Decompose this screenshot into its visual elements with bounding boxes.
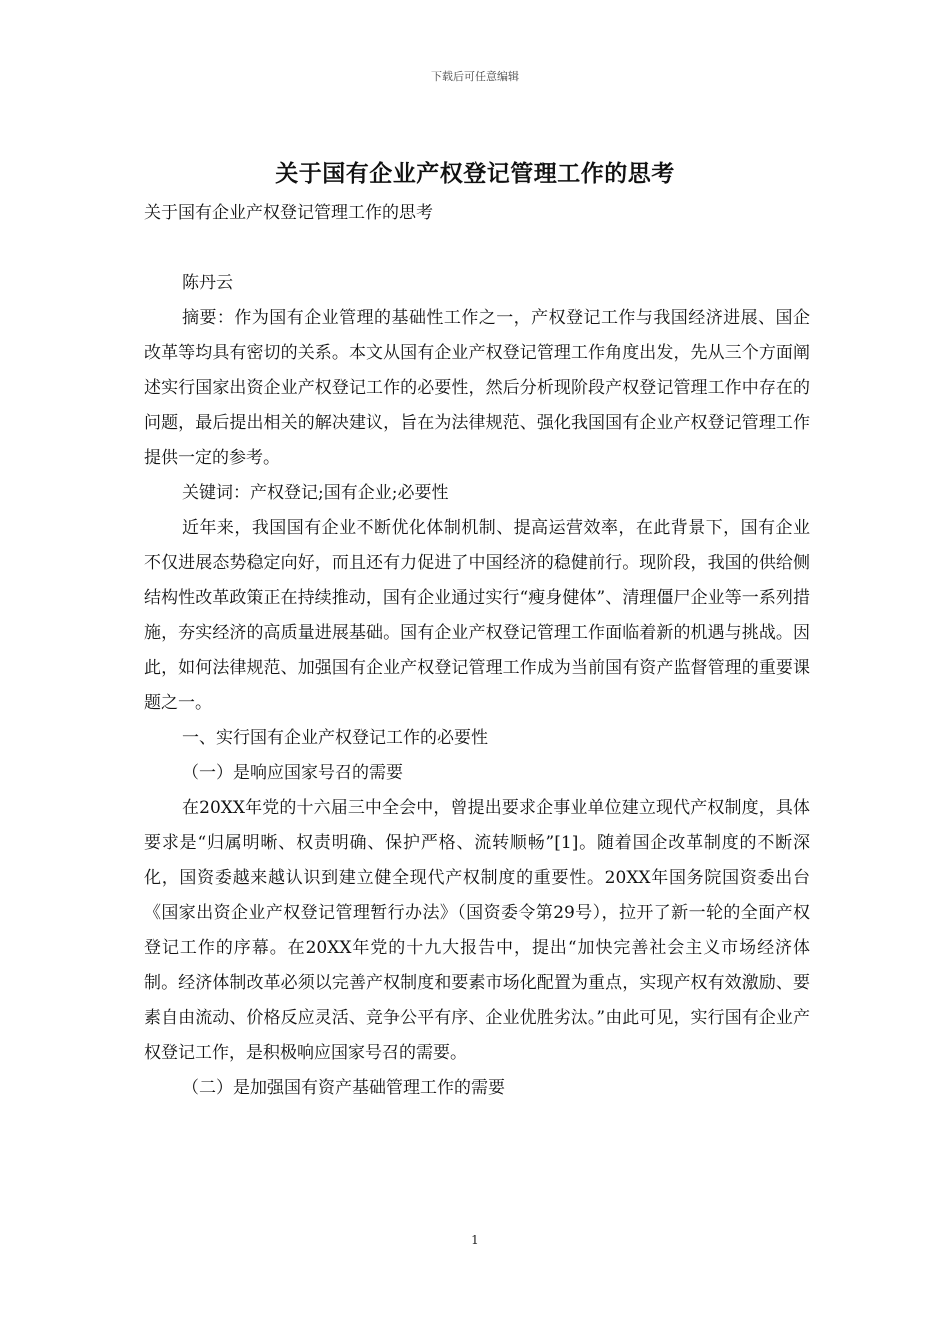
subsection-1-paragraph: 在20XX年党的十六届三中全会中，曾提出要求企事业单位建立现代产权制度，具体要求是“归属明晰、权责明确、保护严格、流转顺畅”[1]。随着国企改革制度的不断深化，国资委越来越认识到建立健全现代产权制度的重要性。20XX年国务院国资委出台《国家出资企业产权登记管理暂行办法》（国资委令第29号），拉开了新一轮的全面产权登记工作的序幕。在20XX年党的十九大报告中，提出“加快完善社会主义市场经济体制。经济体制改革必须以完善产权制度和要素市场化配置为重点，实现产权有效激励、要素自由流动、价格反应灵活、竞争公平有序、企业优胜劣汰。”由此可见，实行国有企业产权登记工作，是积极响应国家号召的需要。	[144, 798, 810, 1063]
abstract-paragraph: 摘要：作为国有企业管理的基础性工作之一，产权登记工作与我国经济进展、国企改革等均具有密切的关系。本文从国有企业产权登记管理工作角度出发，先从三个方面阐述实行国家出资企业产权登记工作的必要性，然后分析现阶段产权登记管理工作中存在的问题，最后提出相关的解决建议，旨在为法律规范、强化我国国有企业产权登记管理工作提供一定的参考。	[144, 308, 810, 468]
intro-paragraph: 近年来，我国国有企业不断优化体制机制、提高运营效率，在此背景下，国有企业不仅进展态势稳定向好，而且还有力促进了中国经济的稳健前行。现阶段，我国的供给侧结构性改革政策正在持续推动，国有企业通过实行“瘦身健体”、清理僵尸企业等一系列措施，夯实经济的高质量进展基础。国有企业产权登记管理工作面临着新的机遇与挑战。因此，如何法律规范、加强国有企业产权登记管理工作成为当前国有资产监督管理的重要课题之一。	[144, 518, 810, 713]
section-heading-1: 一、实行国有企业产权登记工作的必要性	[182, 728, 488, 748]
document-body	[144, 196, 810, 1106]
subsection-heading-1: （一）是响应国家号召的需要	[182, 763, 403, 783]
subsection-heading-2: （二）是加强国有资产基础管理工作的需要	[182, 1078, 505, 1098]
spacer	[144, 231, 810, 266]
document-title: 关于国有企业产权登记管理工作的思考	[275, 160, 675, 187]
document-subtitle: 关于国有企业产权登记管理工作的思考	[144, 203, 433, 223]
header-note: 下载后可任意编辑	[431, 70, 519, 83]
author-name: 陈丹云	[182, 273, 233, 293]
keywords-line: 关键词：产权登记;国有企业;必要性	[182, 483, 449, 503]
page-number: 1	[471, 1233, 479, 1247]
